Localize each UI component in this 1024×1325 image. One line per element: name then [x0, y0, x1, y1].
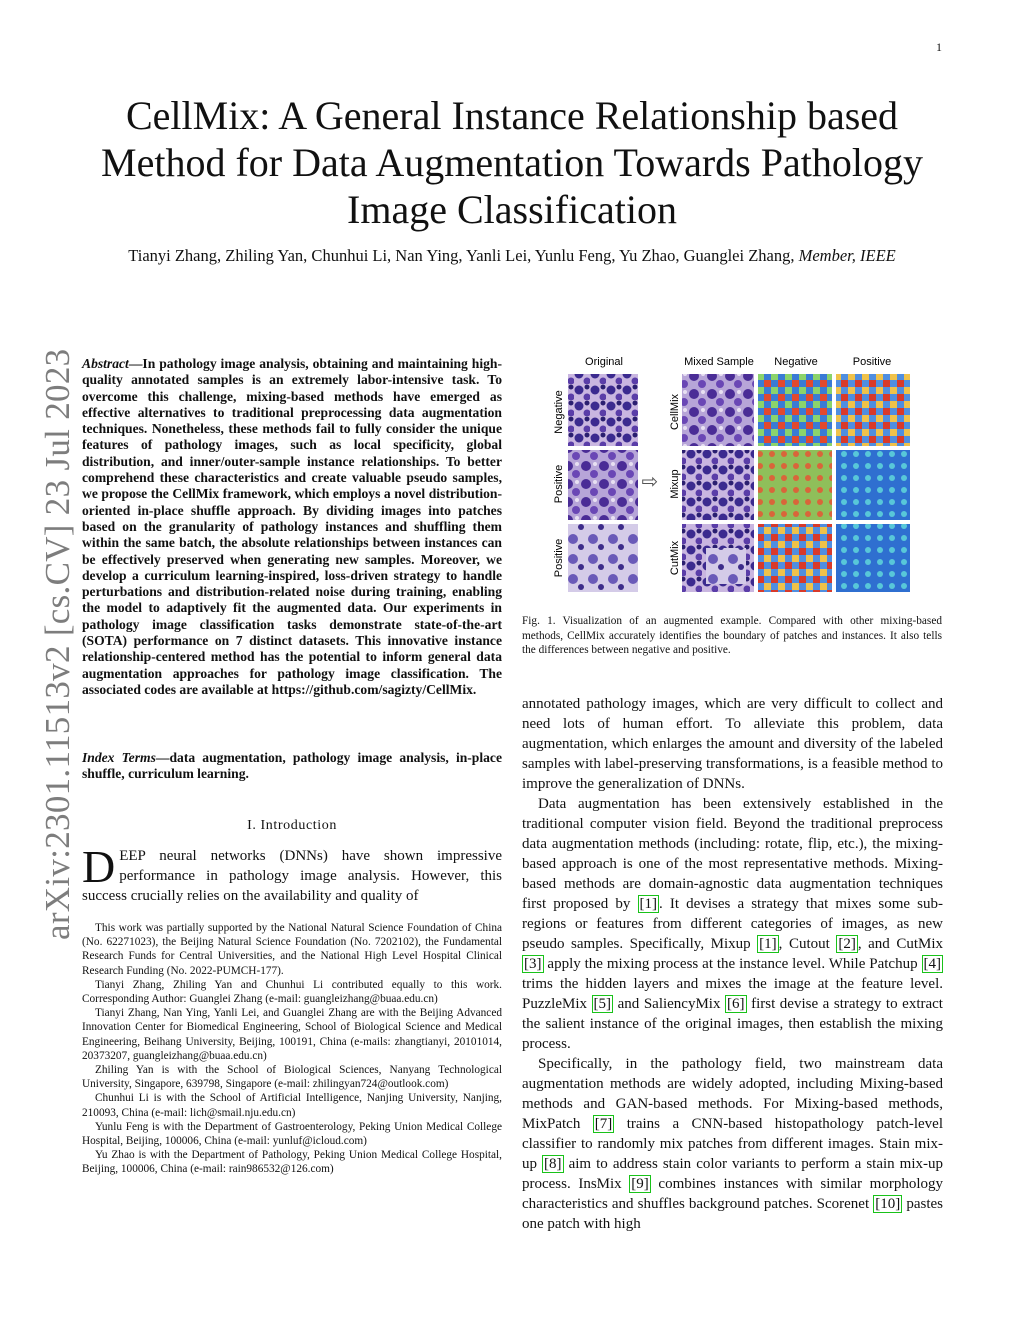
index-terms: [82, 750, 502, 783]
page-number: 1: [936, 40, 942, 54]
fig-heatmap-positive-cutmix: [836, 524, 910, 592]
right-column-text: [522, 694, 943, 1234]
citation-link[interactable]: [2]: [838, 936, 856, 952]
fig-heatmap-positive-cellmix: [836, 374, 910, 446]
fig-heatmap-negative-cutmix: [758, 524, 832, 592]
index-terms-label: Index Terms: [82, 750, 156, 765]
author-list: [70, 245, 954, 267]
fig-cutmix-patch: [706, 548, 746, 584]
fig-row-label: Positive: [553, 464, 565, 504]
citation-link[interactable]: [6]: [727, 996, 745, 1012]
paragraph: Data augmentation has been extensively established in the traditional computer vision field. Beyond the traditional preprocess data augmentation methods (including: rotate, flip, etc.), the mixing-based approach is one of the most representative methods. Mixing-based methods are domain-agnostic data augmentation techniques first proposed by [1] . It devises a strategy that mixes some sub-regions or features from different categories of images, as new pseudo samples. Specifically, Mixup [1] , Cutout [2] , and CutMix [3] apply the mixing process at the instance level. While Patchup [4] trims the hidden layers and mixes the image at the feature level. PuzzleMix [5] and SaliencyMix [6] first devise a strategy to extract the salient instance of the original images, then establish the mixing process.: [522, 796, 943, 1052]
footnote: Yu Zhao is with the Department of Pathology, Peking Union Medical College Hospital, Beijing, 100006, China (e-mail: rain986532@126.com): [82, 1149, 502, 1176]
citation-link[interactable]: [4]: [923, 956, 941, 972]
footnote: This work was partially supported by the National Natural Science Foundation of China (No. 62271023), the Beijing Natural Science Foundation (No. 7202102), the Fundamental Research Funds for Central Universities, and the National High Level Hospital Clinical Research Funding (No. 2022-PUMCH-177).: [82, 922, 502, 977]
citation-link[interactable]: [1]: [639, 896, 658, 912]
footnote: Tianyi Zhang, Nan Ying, Yanli Lei, and Guanglei Zhang are with the Beijing Advanced Innovation Center for Biomedical Engineering, School of Biological Science and Medical Engineering, Beihang University, Beijing, 100191, China (e-mails: zhangtianyi, 20101014, 20373207, guangleizhang@buaa.edu.cn): [82, 1007, 502, 1062]
arxiv-id: arXiv:2301.11513v2 [cs.CV] 23 Jul 2023: [38, 348, 77, 940]
citation-link[interactable]: [5]: [593, 996, 612, 1012]
abstract-text: —In pathology image analysis, obtaining and maintaining high-quality annotated samples is an extremely labor-intensive task. To overcome this challenge, mixing-based methods have emerged as effective alternatives to traditional preprocessing data augmentation techniques. Nonetheless, these methods fail to fully consider the unique features of pathology images, such as local specificity, global distribution, and inner/outer-sample instance relationships. To better comprehend these characteristics and create valuable pseudo samples, we propose the CellMix framework, which employs a novel distribution-oriented in-place shuffle approach. By dividing images into patches based on the granularity of pathology instances and shuffling them within the same batch, the absolute relationships between instances can be effectively preserved when generating new samples. Moreover, we develop a curriculum learning-inspired, loss-driven strategy to handle perturbations and distribution-related noise during training, enabling the model to adaptively fit the augmented data. Our experiments in pathology image classification tasks demonstrate state-of-the-art (SOTA) performance on 7 distinct datasets. This innovative instance relationship-centered method has the potential to inform general data augmentation approaches for pathology image classification. The associated codes are available at https://github.com/sagizty/CellMix.: [82, 356, 502, 697]
footnote: Tianyi Zhang, Zhiling Yan and Chunhui Li contributed equally to this work. Corresponding Author: Guanglei Zhang (e-mail: guangleizhang@buaa.edu.cn): [82, 978, 502, 1006]
footnote: Zhiling Yan is with the School of Biological Sciences, Nanyang Technological University, Singapore, 639798, Singapore (e-mail: zhilingyan724@outlook.com): [82, 1064, 502, 1091]
paper-title: CellMix: A General Instance Relationship based Method for Data Augmentation Towards Pathology Image Classification: [101, 93, 923, 232]
figure-caption: Fig. 1. Visualization of an augmented example. Compared with other mixing-based methods, CellMix accurately identifies the boundary of patches and instances. It also tells the differences between negative and positive.: [522, 615, 942, 656]
intro-paragraph: [82, 841, 502, 906]
fig-arrow-icon: ⇨: [641, 469, 659, 493]
fig-method-label: Mixup: [669, 469, 681, 499]
fig-original-positive-2: [568, 524, 638, 592]
paragraph: Specifically, in the pathology field, two mainstream data augmentation methods are widely adopted, including Mixing-based methods and GAN-based methods. For Mixing-based methods, MixPatch [7] trains a CNN-based histopathology patch-level classifier to randomly mix patches from different images. Stain mix-up [8] aim to address stain color variants to perform a stain mix-up process. InsMix [9] combines instances with similar morphology characteristics and shuffles background patches. Scorenet [10] pastes one patch with high: [522, 1056, 944, 1232]
citation-link[interactable]: [9]: [631, 1176, 649, 1192]
fig-heatmap-negative-mixup: [758, 450, 832, 520]
fig-method-label: CellMix: [669, 393, 681, 431]
fig-mixed-cellmix: [682, 374, 754, 446]
fig-mixed-mixup: [682, 450, 754, 520]
drop-cap: D: [82, 841, 116, 892]
abstract-label: Abstract: [82, 356, 129, 371]
fig-col-positive: Positive: [852, 356, 892, 368]
fig-row-label: Positive: [553, 538, 565, 578]
abstract: [82, 356, 502, 698]
citation-link[interactable]: [3]: [524, 956, 542, 972]
arxiv-stamp: [24, 348, 84, 940]
fig-heatmap-positive-mixup: [836, 450, 910, 520]
section-heading: I. Introduction: [247, 818, 337, 833]
citation-link[interactable]: [8]: [544, 1156, 562, 1172]
citation-link[interactable]: [7]: [594, 1116, 613, 1132]
footnote: Chunhui Li is with the School of Artificial Intelligence, Nanjing University, Nanjing, 210093, China (e-mail: lich@smail.nju.edu.cn): [82, 1092, 502, 1119]
index-terms-text: —data augmentation, pathology image analysis, in-place shuffle, curriculum learning.: [82, 750, 503, 782]
fig-col-mixed: Mixed Sample: [684, 356, 754, 368]
fig-heatmap-negative-cellmix: [758, 374, 832, 446]
fig-row-label: Negative: [553, 390, 565, 434]
citation-link[interactable]: [1]: [759, 936, 777, 952]
paragraph: annotated pathology images, which are very difficult to collect and need lots of human effort. To alleviate this problem, data augmentation, which enlarges the amount and diversity of the labeled samples with label-preserving transformations, is a feasible method to improve the generalization of DNNs.: [522, 696, 943, 792]
fig-original-negative: [568, 374, 638, 446]
fig-method-label: CutMix: [669, 540, 681, 576]
footnotes: [82, 921, 502, 1177]
author-names: Tianyi Zhang, Zhiling Yan, Chunhui Li, Nan Ying, Yanli Lei, Yunlu Feng, Yu Zhao, Guanglei Zhang,: [128, 246, 795, 265]
fig-col-original: Original: [585, 356, 623, 368]
fig-col-negative: Negative: [774, 356, 818, 368]
fig-original-positive: [568, 450, 638, 520]
author-membership: Member, IEEE: [798, 246, 896, 265]
footnote: Yunlu Feng is with the Department of Gastroenterology, Peking Union Medical College Hospital, Beijing, 100006, China (e-mail: yunluf@icloud.com): [82, 1120, 502, 1148]
figure-1: [526, 352, 946, 607]
citation-link[interactable]: [10]: [875, 1196, 901, 1212]
intro-text: EEP neural networks (DNNs) have shown impressive performance in pathology image analysis. However, this success crucially relies on the availability and quality of: [82, 848, 502, 904]
